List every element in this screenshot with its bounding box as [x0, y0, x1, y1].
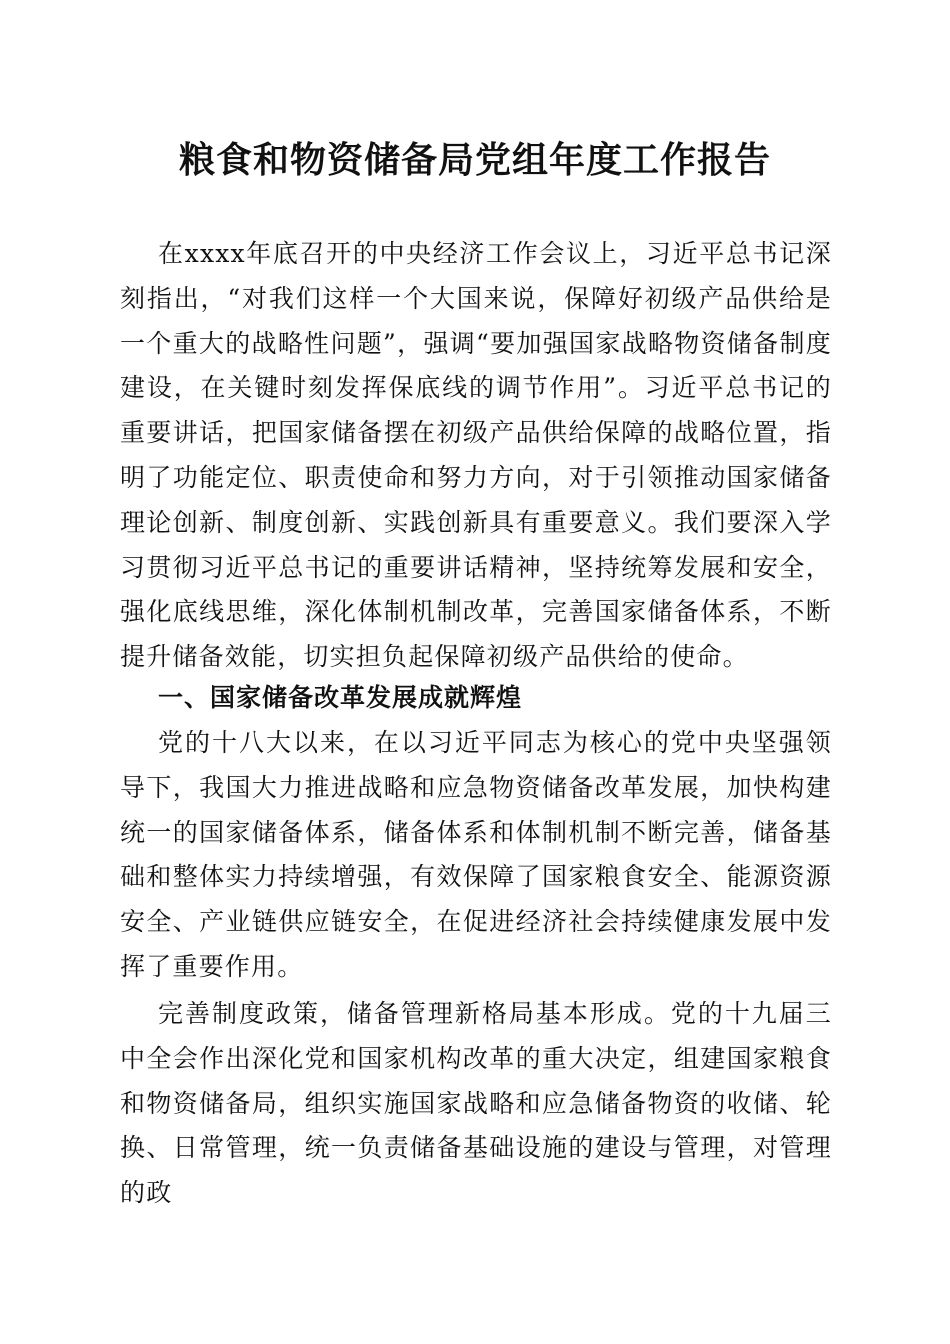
document-title: 粮食和物资储备局党组年度工作报告: [178, 139, 771, 181]
section-heading: 一、国家储备改革发展成就辉煌: [158, 683, 523, 712]
section-paragraph: 党的十八大以来，在以习近平同志为核心的党中央坚强领导下，我国大力推进战略和应急物资储备改革发展，加快构建统一的国家储备体系，储备体系和体制机制不断完善，储备基础和整体实力持续增强，有效保障了国家粮食安全、能源资源安全、产业链供应链安全，在促进经济社会持续健康发展中发挥了重要作用。: [120, 728, 832, 981]
section-paragraph-continued: 完善制度政策，储备管理新格局基本形成。党的十九届三中全会作出深化党和国家机构改革的重大决定，组建国家粮食和物资储备局，组织实施国家战略和应急储备物资的收储、轮换、日常管理，统一负责储备基础设施的建设与管理，对管理的政: [120, 999, 832, 1208]
intro-paragraph: 在xxxx年底召开的中央经济工作会议上，习近平总书记深刻指出，“对我们这样一个大国来说，保障好初级产品供给是一个重大的战略性问题”，强调“要加强国家战略物资储备制度建设，在关键时刻发挥保底线的调节作用”。习近平总书记的重要讲话，把国家储备摆在初级产品供给保障的战略位置，指明了功能定位、职责使命和努力方向，对于引领推动国家储备理论创新、制度创新、实践创新具有重要意义。我们要深入学习贯彻习近平总书记的重要讲话精神，坚持统筹发展和安全，强化底线思维，深化体制机制改革，完善国家储备体系，不断提升储备效能，切实担负起保障初级产品供给的使命。: [120, 239, 832, 672]
